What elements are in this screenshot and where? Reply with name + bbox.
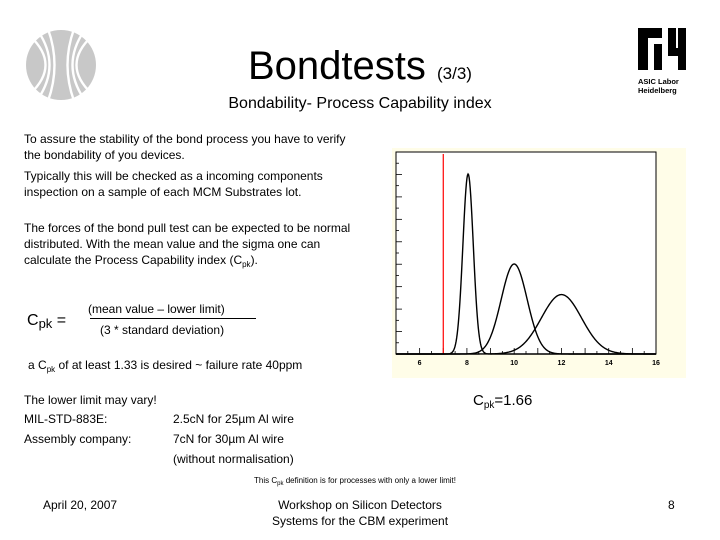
asic-lab-logo [638,28,698,95]
limit-value-assembly: 7cN for 30µm Al wire [173,432,284,446]
footer-page: 8 [668,498,675,512]
formula-c: C [27,312,39,329]
formula-denominator: (3 * standard deviation) [100,323,225,337]
fraction-line [90,318,256,319]
paragraph-2: Typically this will be checked as a incoming components inspection on a sample of each MCM Substrates lot. [24,169,323,199]
x-tick-label-0: 6 [417,360,422,367]
logo-line1: ASIC Labor [638,77,679,86]
formula-numerator: (mean value – lower limit) [88,302,225,316]
paragraph-3-end: ). [250,253,258,267]
cpk-desired-post: of at least 1.33 is desired ~ failure rate 40ppm [55,358,303,372]
logo-line2: Heidelberg [638,86,677,95]
cpk-value-sub: pk [483,400,495,411]
footnote-sub: pk [277,481,284,487]
limit-note: (without normalisation) [173,452,294,466]
x-tick-label-4: 14 [604,360,613,367]
paragraph-3 [24,220,364,270]
cpk-value [473,392,532,409]
footnote-post: definition is for processes with only a lower limit! [283,476,456,485]
limits-intro: The lower limit may vary! [24,393,157,407]
footer-date: April 20, 2007 [43,498,118,512]
cpk-desired-sub: pk [46,365,56,374]
cpk-value-c: C [473,392,484,409]
footnote [0,476,710,485]
limit-label-assembly: Assembly company: [24,432,132,446]
asic-lab-logo-icon [638,28,686,70]
x-tick-label-2: 10 [510,360,519,367]
footer-event [200,497,520,529]
formula-c-sub: pk [38,316,53,331]
slide-title [0,42,720,98]
footer-line1: Workshop on Silicon Detectors [278,498,442,512]
x-tick-label-1: 8 [464,360,469,367]
plot-frame [396,152,656,354]
paragraph-3-text: The forces of the bond pull test can be expected to be normal distributed. With the mean value and the sigma one can calculate the Process Capability index (C [24,221,351,267]
cpk-desired [28,357,302,375]
footnote-pre: This C [254,476,278,485]
cpk-distribution-chart [392,148,686,378]
cpk-value-num: =1.66 [494,392,533,409]
limit-label-mil: MIL-STD-883E: [24,412,108,426]
title-main: Bondtests [248,44,426,88]
footer-line2: Systems for the CBM experiment [271,514,449,528]
cpk-desired-pre: a C [28,358,47,372]
chart-svg [392,148,686,378]
formula-lhs [27,312,66,330]
x-tick-label-5: 16 [652,360,660,367]
x-tick-label-3: 12 [557,360,566,367]
title-part: (3/3) [437,64,472,83]
paragraph-3-sub: pk [242,260,251,269]
formula-equals: = [52,312,67,329]
limit-value-mil: 2.5cN for 25µm Al wire [173,412,294,426]
slide-subtitle: Bondability- Process Capability index [228,95,492,112]
paragraph-1: To assure the stability of the bond process you have to verify the bondability of you devices. [24,132,346,162]
